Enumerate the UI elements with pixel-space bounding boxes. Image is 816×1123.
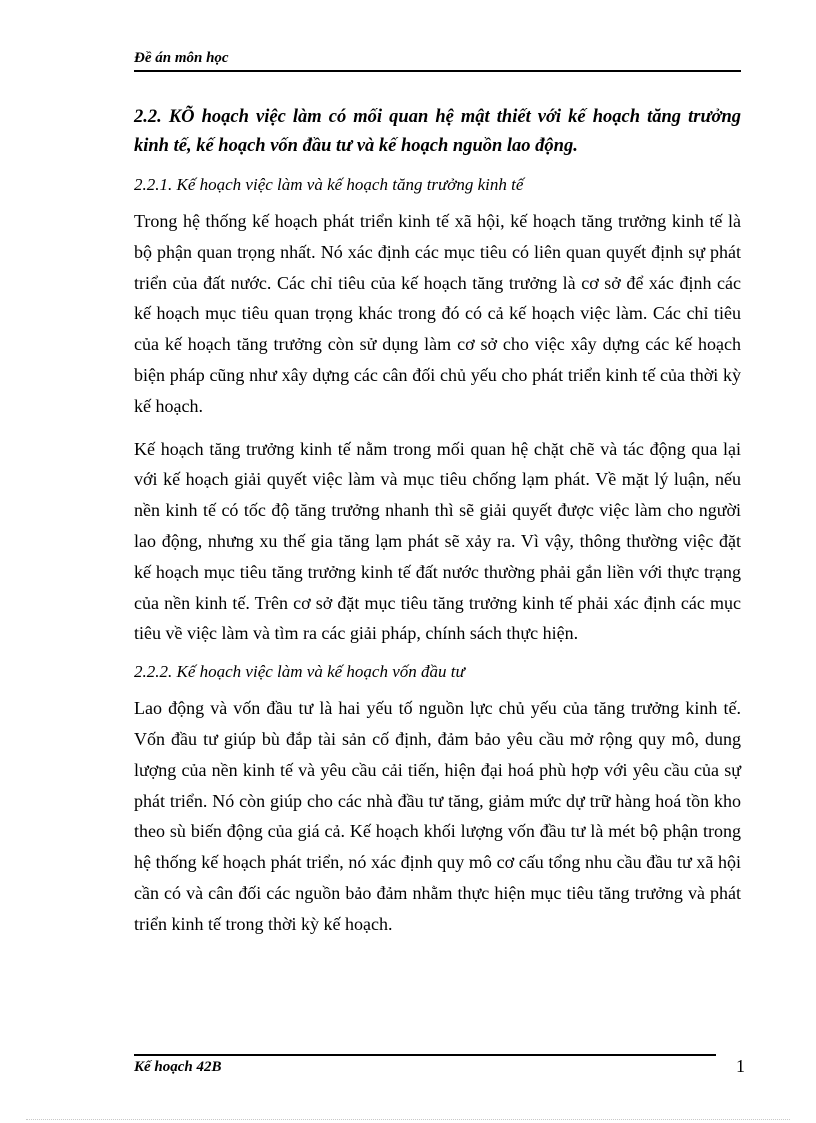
subsection-heading-2-2-2: 2.2.2. Kế hoạch việc làm và kế hoạch vốn đầu tư (134, 662, 465, 682)
section-heading: 2.2. KÕ hoạch việc làm có mối quan hệ mật thiết với kế hoạch tăng trưởng kinh tế, kế hoạch vốn đầu tư và kế hoạch nguồn lao động. (134, 107, 741, 156)
footer-label: Kế hoạch 42B (134, 1059, 222, 1075)
footer-rule (134, 1054, 716, 1056)
page-number: 1 (736, 1056, 745, 1076)
paragraph: Kế hoạch tăng trưởng kinh tế nằm trong mối quan hệ chặt chẽ và tác động qua lại với kế hoạch giải quyết việc làm và mục tiêu chống lạm phát. Về mặt lý luận, nếu nền kinh tế có tốc độ tăng trưởng nhanh thì sẽ giải quyết được việc làm cho người lao động, nhưng xu thế gia tăng lạm phát sẽ xảy ra. Vì vậy, thông thường việc đặt kế hoạch mục tiêu tăng trưởng kinh tế đất nước thường phải gắn liền với thực trạng của nền kinh tế. Trên cơ sở đặt mục tiêu tăng trưởng kinh tế phải xác định các mục tiêu về việc làm và tìm ra các giải pháp, chính sách thực hiện. (134, 438, 741, 644)
document-body (134, 103, 741, 952)
subsection-heading-2-2-1: 2.2.1. Kế hoạch việc làm và kế hoạch tăng trưởng kinh tế (134, 175, 524, 194)
page-edge-divider (26, 1119, 790, 1120)
paragraph: Trong hệ thống kế hoạch phát triển kinh tế xã hội, kế hoạch tăng trưởng kinh tế là bộ phận quan trọng nhất. Nó xác định các mục tiêu có liên quan quyết định sự phát triển của đất nước. Các chỉ tiêu của kế hoạch tăng trưởng là cơ sở để xác định các kế hoạch mục tiêu quan trọng khác trong đó có cả kế hoạch việc làm. Các chỉ tiêu của kế hoạch tăng trưởng còn sử dụng làm cơ sở cho việc xây dựng các kế hoạch biện pháp cũng như xây dựng các cân đối chủ yếu cho phát triển kinh tế của thời kỳ kế hoạch. (134, 211, 741, 416)
header-title: Đề án môn học (134, 50, 229, 66)
page-header (134, 48, 741, 72)
paragraph: Lao động và vốn đầu tư là hai yếu tố nguồn lực chủ yếu của tăng trưởng kinh tế. Vốn đầu tư giúp bù đắp tài sản cố định, đảm bảo yêu cầu mở rộng quy mô, dung lượng của nền kinh tế và yêu cầu cải tiến, hiện đại hoá phù hợp với yêu cầu của sự phát triển. Nó còn giúp cho các nhà đầu tư tăng, giảm mức dự trữ hàng hoá tồn kho theo sù biến động của giá cả. Kế hoạch khối lượng vốn đầu tư là mét bộ phận trong hệ thống kế hoạch phát triển, nó xác định quy mô cơ cấu tổng nhu cầu đầu tư xã hội cần có và cân đối các nguồn bảo đảm nhằm thực hiện mục tiêu tăng trưởng và phát triển kinh tế trong thời kỳ kế hoạch. (134, 698, 741, 934)
